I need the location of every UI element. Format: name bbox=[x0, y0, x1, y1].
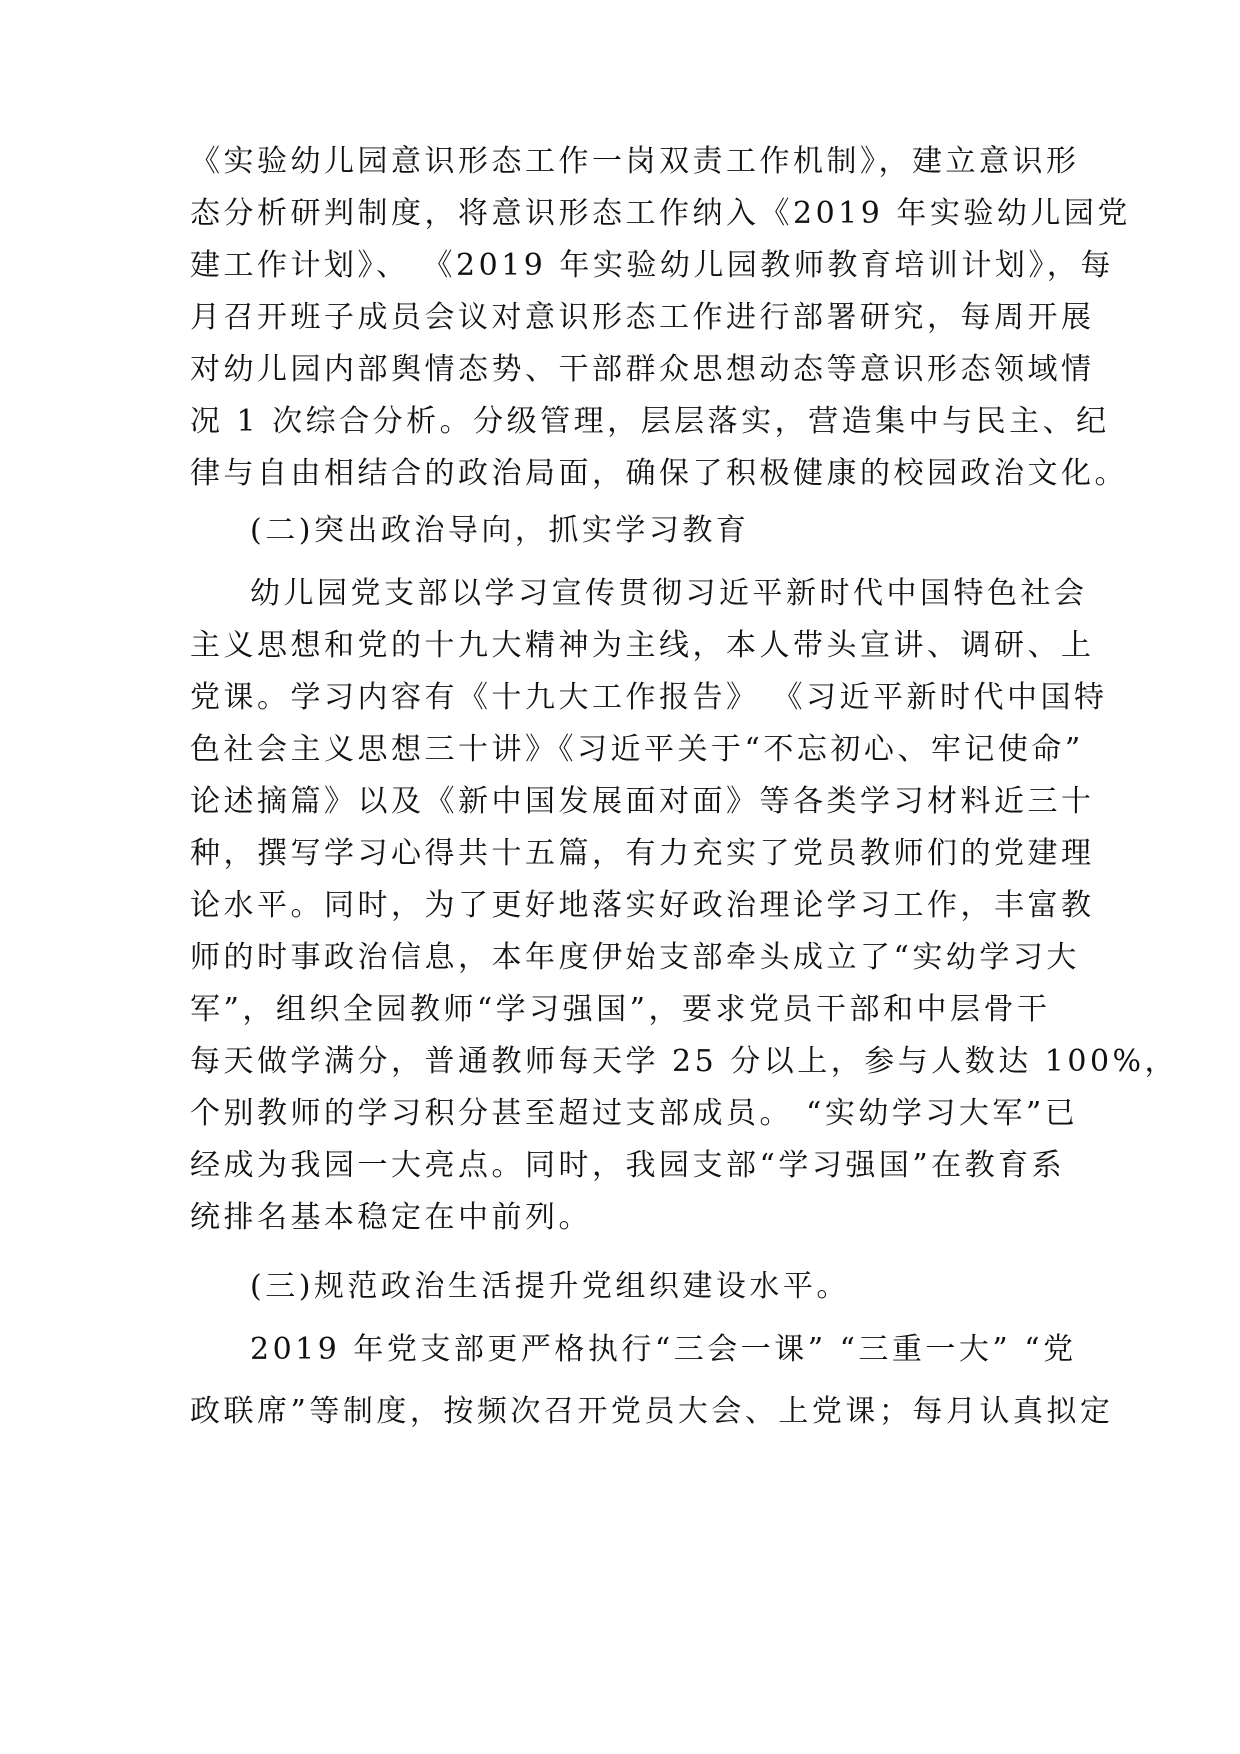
paragraph-3-line-2: 政联席”等制度，按频次召开党员大会、上党课；每月认真拟定 bbox=[190, 1394, 1114, 1429]
paragraph-2-line-10: 每天做学满分，普通教师每天学 25 分以上，参与人数达 100%， bbox=[190, 1044, 1179, 1079]
paragraph-2-line-11: 个别教师的学习积分甚至超过支部成员。 “实幼学习大军”已 bbox=[190, 1096, 1079, 1131]
paragraph-1-line-3: 建工作计划》、 《2019 年实验幼儿园教师教育培训计划》，每 bbox=[190, 248, 1114, 283]
paragraph-2-line-8: 师的时事政治信息，本年度伊始支部牵头成立了“实幼学习大 bbox=[190, 940, 1080, 975]
paragraph-2-line-6: 种，撰写学习心得共十五篇，有力充实了党员教师们的党建理 bbox=[190, 836, 1095, 871]
paragraph-2-line-13: 统排名基本稳定在中前列。 bbox=[190, 1200, 592, 1235]
paragraph-1-line-6: 况 1 次综合分析。分级管理，层层落实，营造集中与民主、纪 bbox=[190, 404, 1110, 439]
paragraph-2-line-9: 军”，组织全园教师“学习强国”，要求党员干部和中层骨干 bbox=[190, 992, 1051, 1027]
paragraph-3-line-1: 2019 年党支部更严格执行“三会一课” “三重一大” “党 bbox=[250, 1332, 1077, 1367]
paragraph-1-line-4: 月召开班子成员会议对意识形态工作进行部署研究，每周开展 bbox=[190, 300, 1095, 335]
paragraph-2-line-4: 色社会主义思想三十讲》《习近平关于“不忘初心、牢记使命” bbox=[190, 732, 1084, 767]
paragraph-2-line-1: 幼儿园党支部以学习宣传贯彻习近平新时代中国特色社会 bbox=[250, 576, 1088, 611]
paragraph-1-line-5: 对幼儿园内部舆情态势、干部群众思想动态等意识形态领域情 bbox=[190, 352, 1095, 387]
paragraph-2-line-7: 论水平。同时，为了更好地落实好政治理论学习工作，丰富教 bbox=[190, 888, 1095, 923]
paragraph-1-line-2: 态分析研判制度，将意识形态工作纳入《2019 年实验幼儿园党 bbox=[190, 196, 1131, 231]
paragraph-2-line-2: 主义思想和党的十九大精神为主线，本人带头宣讲、调研、上 bbox=[190, 628, 1095, 663]
paragraph-2-line-12: 经成为我园一大亮点。同时，我园支部“学习强国”在教育系 bbox=[190, 1148, 1066, 1183]
section-heading-2: (二)突出政治导向，抓实学习教育 bbox=[250, 513, 750, 548]
paragraph-2-line-3: 党课。学习内容有《十九大工作报告》 《习近平新时代中国特 bbox=[190, 680, 1108, 715]
paragraph-2-line-5: 论述摘篇》以及《新中国发展面对面》等各类学习材料近三十 bbox=[190, 784, 1095, 819]
paragraph-1-line-7: 律与自由相结合的政治局面，确保了积极健康的校园政治文化。 bbox=[190, 456, 1128, 491]
paragraph-1-line-1: 《实验幼儿园意识形态工作一岗双责工作机制》，建立意识形 bbox=[190, 144, 1080, 179]
section-heading-3: (三)规范政治生活提升党组织建设水平。 bbox=[250, 1269, 850, 1304]
